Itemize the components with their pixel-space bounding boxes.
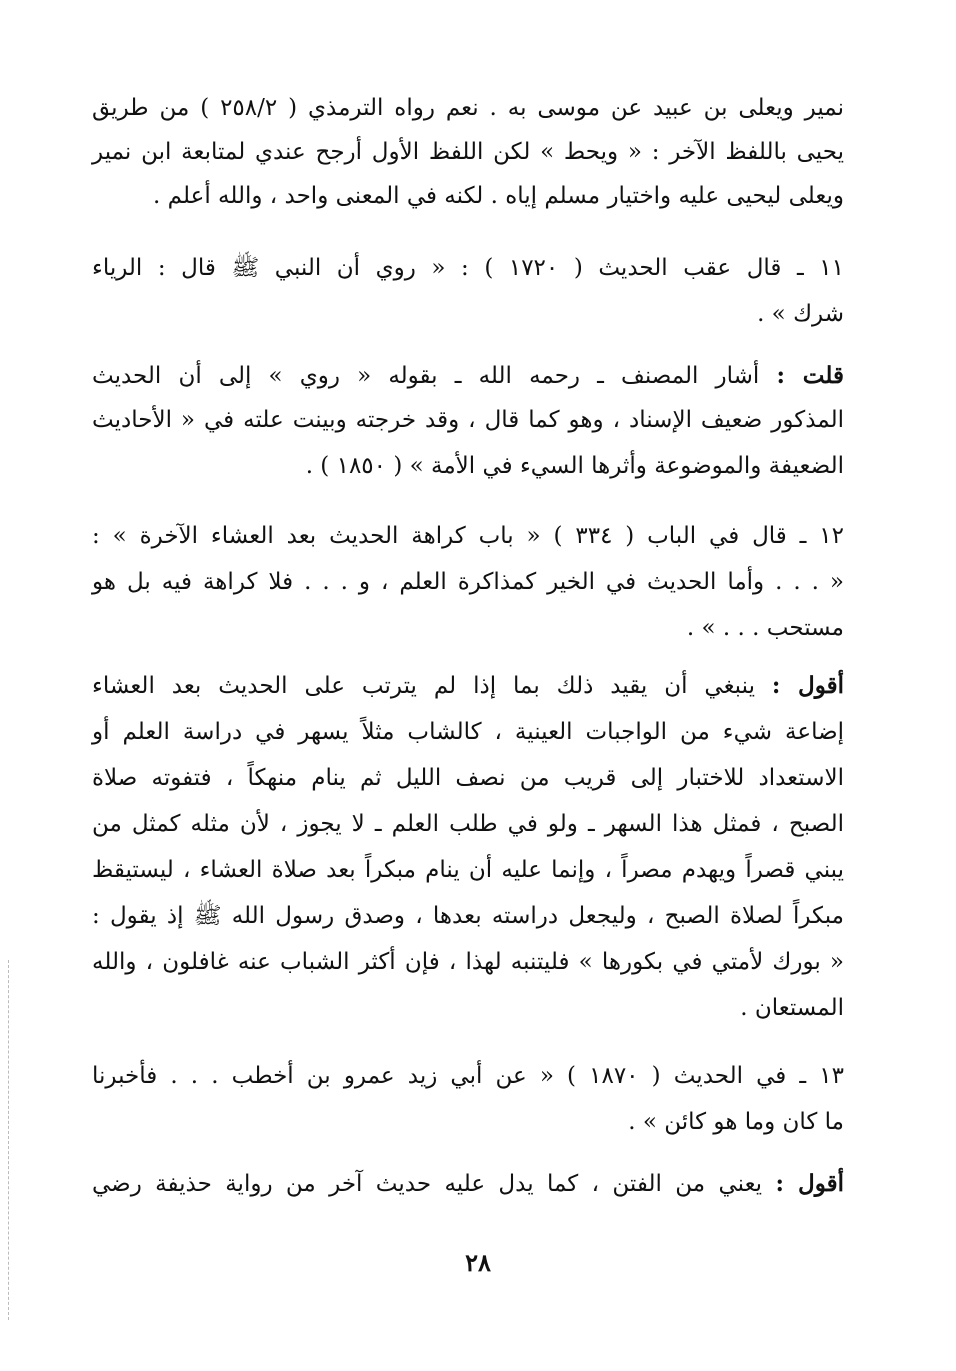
lead-word: أقول : — [771, 672, 844, 699]
text-line — [92, 356, 844, 396]
text-line: ١١ ـ قال عقب الحديث ( ١٧٢٠ ) : « روي أن النبي ﷺ قال : الرياء — [92, 255, 844, 281]
text-line: المستعان . — [740, 995, 844, 1021]
text-line: الاستعداد للاختبار إلى قريب من نصف الليل ثم ينام منهكاً ، فتفوته صلاة — [92, 765, 844, 791]
text-line: ويعلى ليحيى عليه واختيار مسلم إياه . لكنه في المعنى واحد ، والله أعلم . — [153, 183, 844, 209]
text-line: الصبح ، فمثل هذا السهر ـ ولو في طلب العلم ـ لا يجوز ، لأن مثله كمثل من — [92, 811, 844, 837]
text-line — [92, 666, 844, 706]
text-line: يحيى باللفظ الآخر : « ويحط » لكن اللفظ الأول أرجح عندي لمتابعة ابن نمير — [92, 139, 844, 165]
lead-word: قلت : — [776, 362, 844, 389]
text-line: ما كان وما هو كائن » . — [628, 1109, 844, 1135]
line-text: ينبغي أن يقيد ذلك بما إذا لم يترتب على الحديث بعد العشاء — [92, 673, 755, 699]
text-line: المذكور ضعيف الإسناد ، وهو كما قال ، وقد خرجته وبينت علته في « الأحاديث — [92, 407, 844, 433]
text-line: يبني قصراً ويهدم مصراً ، وإنما عليه أن ينام مبكراً بعد صلاة العشاء ، ليستيقظ — [92, 857, 844, 883]
text-line: إضاعة شيء من الواجبات العينية ، كالشاب مثلاً يسهر في دراسة العلم أو — [92, 719, 844, 745]
page-number: ٢٨ — [465, 1248, 491, 1277]
line-text: أشار المصنف ـ رحمه الله ـ بقوله « روي » إلى أن الحديث — [92, 363, 760, 389]
text-line: نمير ويعلى بن عبيد عن موسى به . نعم رواه الترمذي ( ٢٥٨/٢ ) من طريق — [92, 95, 844, 121]
scan-margin-mark — [8, 960, 9, 1320]
text-line: ١٢ ـ قال في الباب ( ٣٣٤ ) « باب كراهة الحديث بعد العشاء الآخرة » : — [92, 523, 844, 549]
text-line: « . . . وأما الحديث في الخير كمذاكرة العلم ، و . . . فلا كراهة فيه بل هو — [92, 569, 844, 595]
text-line: مبكراً لصلاة الصبح ، وليجعل دراسته بعدها ، وصدق رسول الله ﷺ إذ يقول : — [92, 903, 844, 929]
text-line: الضعيفة والموضوعة وأثرها السيء في الأمة » ( ١٨٥٠ ) . — [305, 453, 844, 479]
text-line — [92, 1164, 844, 1204]
lead-word: أقول : — [775, 1170, 844, 1197]
text-line: « بورك لأمتي في بكورها » فليتنبه لهذا ، فإن أكثر الشباب عنه غافلون ، والله — [92, 949, 844, 975]
text-line: شرك » . — [757, 301, 844, 327]
text-line: مستحب . . . » . — [686, 615, 844, 641]
line-text: يعني من الفتن ، كما يدل عليه حديث آخر من رواية حذيفة رضي — [92, 1171, 763, 1197]
text-line: ١٣ ـ في الحديث ( ١٨٧٠ ) « عن أبي زيد عمرو بن أخطب . . . فأخبرنا — [92, 1063, 844, 1089]
